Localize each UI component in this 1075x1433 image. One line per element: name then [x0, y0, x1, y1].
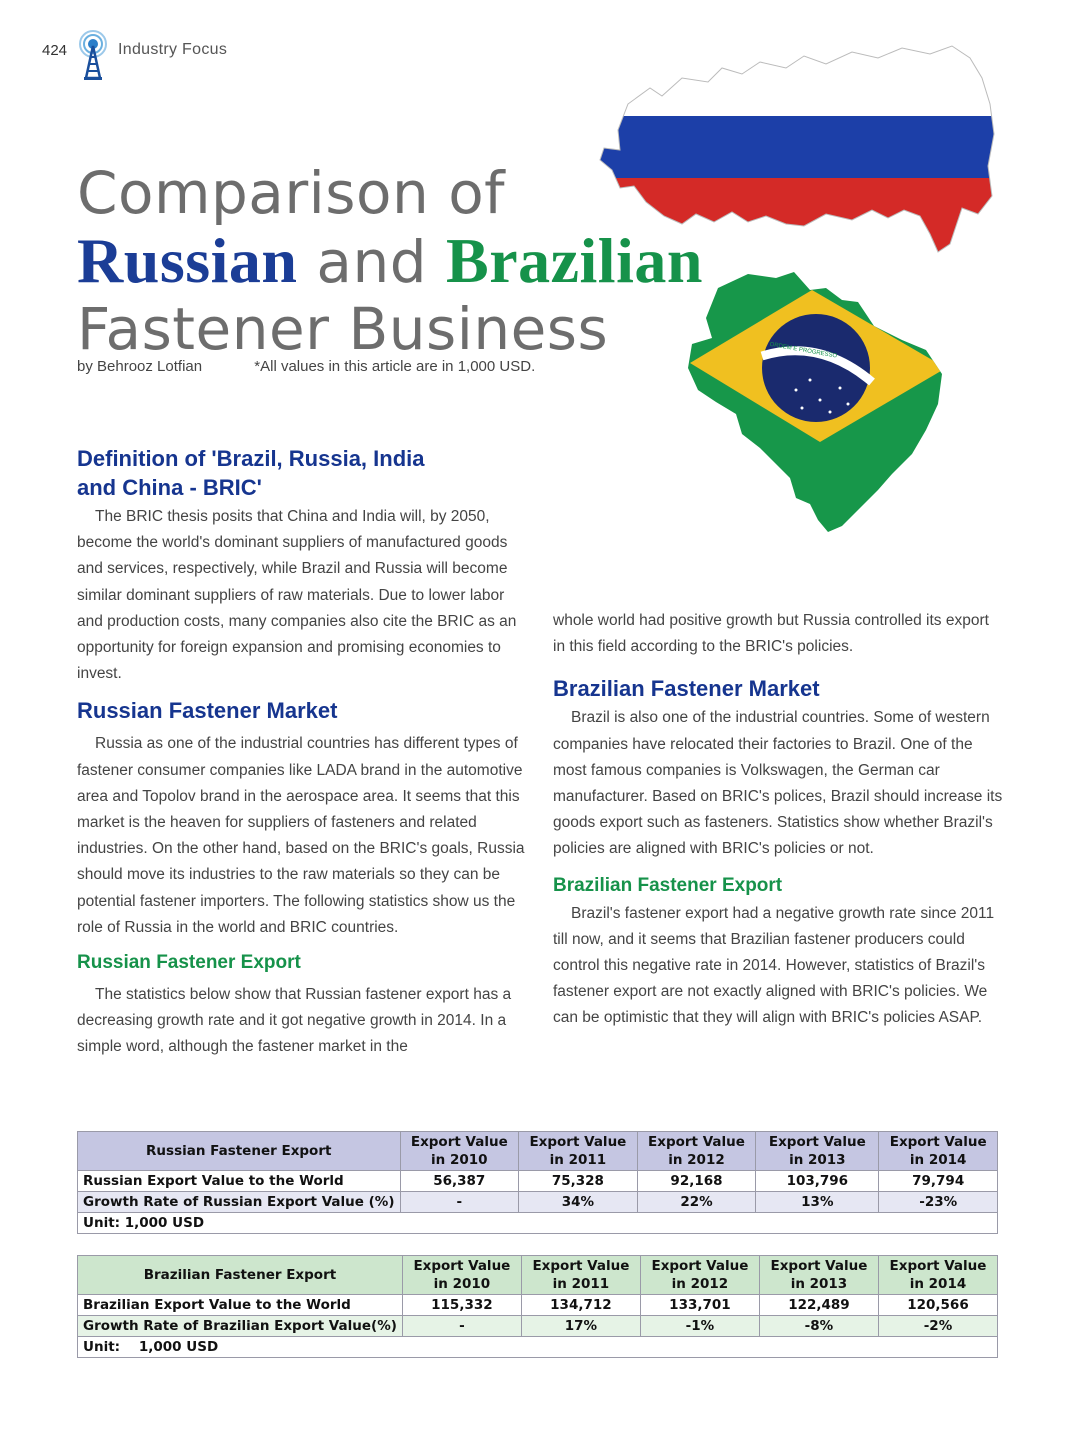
table-cell: 34% — [519, 1192, 638, 1213]
table-header-row — [78, 1132, 998, 1171]
bric-heading — [77, 444, 527, 502]
column-header: Export Value in 2012 — [640, 1256, 759, 1295]
table-cell: -2% — [878, 1316, 997, 1337]
flag-motto-text: ORDEM E PROGRESSO — [769, 341, 838, 360]
table-header-row — [78, 1256, 998, 1295]
table-title: Russian Fastener Export — [78, 1132, 401, 1171]
table-cell: 122,489 — [759, 1295, 878, 1316]
unit-row — [78, 1337, 998, 1358]
russia-market-heading: Russian Fastener Market — [77, 698, 338, 724]
column-header: Export Value in 2012 — [637, 1132, 756, 1171]
column-header: Export Value in 2014 — [879, 1132, 998, 1171]
byline — [77, 358, 535, 375]
table-cell: 133,701 — [640, 1295, 759, 1316]
title-and: and — [297, 228, 446, 296]
table-cell: - — [402, 1316, 521, 1337]
row-label: Brazilian Export Value to the World — [78, 1295, 403, 1316]
title-brazilian: Brazilian — [446, 225, 703, 296]
title-line-3: Fastener Business — [77, 295, 609, 363]
russia-export-paragraph: The statistics below show that Russian fastener export has a decreasing growth rate and it got negative growth in 2014. In a simple word, although the fastener market in the — [77, 986, 512, 1056]
brazilian-export-table — [77, 1255, 998, 1358]
table-cell: -23% — [879, 1192, 998, 1213]
column-header: Export Value in 2010 — [400, 1132, 519, 1171]
row-label: Growth Rate of Brazilian Export Value(%) — [78, 1316, 403, 1337]
table-cell: 75,328 — [519, 1171, 638, 1192]
page-number: 424 — [42, 42, 68, 59]
table-title: Brazilian Fastener Export — [78, 1256, 403, 1295]
brazil-market-paragraph: Brazil is also one of the industrial countries. Some of western companies have relocated their factories to Brazil. One of the most famous companies is Volkswagen, the German car manufacturer. Based on BRIC's polices, Brazil should increase its goods export such as fasteners. Statistics show whether Brazil's policies are aligned with BRIC's policies or not. — [553, 709, 1003, 858]
unit-label: Unit: 1,000 USD — [78, 1213, 998, 1234]
column-header: Export Value in 2010 — [402, 1256, 521, 1295]
row-label: Growth Rate of Russian Export Value (%) — [78, 1192, 401, 1213]
table-cell: -8% — [759, 1316, 878, 1337]
currency-note: *All values in this article are in 1,000 USD. — [254, 358, 536, 375]
column-left — [77, 444, 527, 1061]
column-header: Export Value in 2013 — [756, 1132, 879, 1171]
title-line-1: Comparison of — [77, 159, 506, 227]
table-row — [78, 1295, 998, 1316]
table-cell: 134,712 — [521, 1295, 640, 1316]
antenna-tower-icon — [76, 30, 110, 82]
article-title — [77, 160, 703, 363]
table-cell: - — [400, 1192, 519, 1213]
column-header: Export Value in 2011 — [519, 1132, 638, 1171]
table-cell: 103,796 — [756, 1171, 879, 1192]
brazil-market-heading: Brazilian Fastener Market — [553, 676, 820, 702]
brazil-export-paragraph: Brazil's fastener export had a negative growth rate since 2011 till now, and it seems that Brazilian fastener producers could control this negative rate in 2014. However, statistics of Brazil's fastener export are not exactly aligned with BRIC's policies. We can be optimistic that they will align with BRIC's policies ASAP. — [553, 904, 995, 1027]
unit-row — [78, 1213, 998, 1234]
column-header: Export Value in 2011 — [521, 1256, 640, 1295]
table-row — [78, 1171, 998, 1192]
russia-export-heading: Russian Fastener Export — [77, 952, 301, 974]
section-name: Industry Focus — [118, 41, 228, 58]
table-cell: -1% — [640, 1316, 759, 1337]
bric-paragraph: The BRIC thesis posits that China and India will, by 2050, become the world's dominant suppliers of manufactured goods and services, respectively, while Brazil and Russia will become similar dominant suppliers of raw materials. Due to lower labor and production costs, many companies also cite the BRIC as an opportunity for foreign expansion and promising economies to invest. — [77, 508, 517, 683]
russia-market-paragraph: Russia as one of the industrial countries has different types of fastener consumer companies like LADA brand in the automotive area and Topolov brand in the aerospace area. It seems that this market is the heaven for suppliers of fasteners and related industries. On the other hand, based on the BRIC's goals, Russia should move its industries to the raw materials so they can be potential fastener importers. The following statistics show us the role of Russia in the world and BRIC countries. — [77, 735, 525, 936]
bric-heading-line-1: Definition of 'Brazil, Russia, India — [77, 446, 425, 471]
table-row — [78, 1192, 998, 1213]
title-russian: Russian — [77, 225, 298, 296]
table-cell: 115,332 — [402, 1295, 521, 1316]
author: by Behrooz Lotfian — [77, 358, 203, 375]
brazil-export-heading: Brazilian Fastener Export — [553, 874, 783, 896]
title-line-2 — [77, 227, 703, 296]
russia-export-paragraph-continued: whole world had positive growth but Russia controlled its export in this field according to the BRIC's policies. — [553, 612, 989, 656]
column-right — [553, 608, 1003, 1032]
table-cell: 13% — [756, 1192, 879, 1213]
table-cell: 120,566 — [878, 1295, 997, 1316]
row-label: Russian Export Value to the World — [78, 1171, 401, 1192]
table-cell: 22% — [637, 1192, 756, 1213]
column-header: Export Value in 2014 — [878, 1256, 997, 1295]
column-header: Export Value in 2013 — [759, 1256, 878, 1295]
bric-heading-line-2: and China - BRIC' — [77, 475, 262, 500]
unit-label: Unit: 1,000 USD — [78, 1337, 998, 1358]
table-cell: 17% — [521, 1316, 640, 1337]
table-cell: 56,387 — [400, 1171, 519, 1192]
table-cell: 79,794 — [879, 1171, 998, 1192]
table-cell: 92,168 — [637, 1171, 756, 1192]
table-row — [78, 1316, 998, 1337]
russian-export-table — [77, 1131, 998, 1234]
